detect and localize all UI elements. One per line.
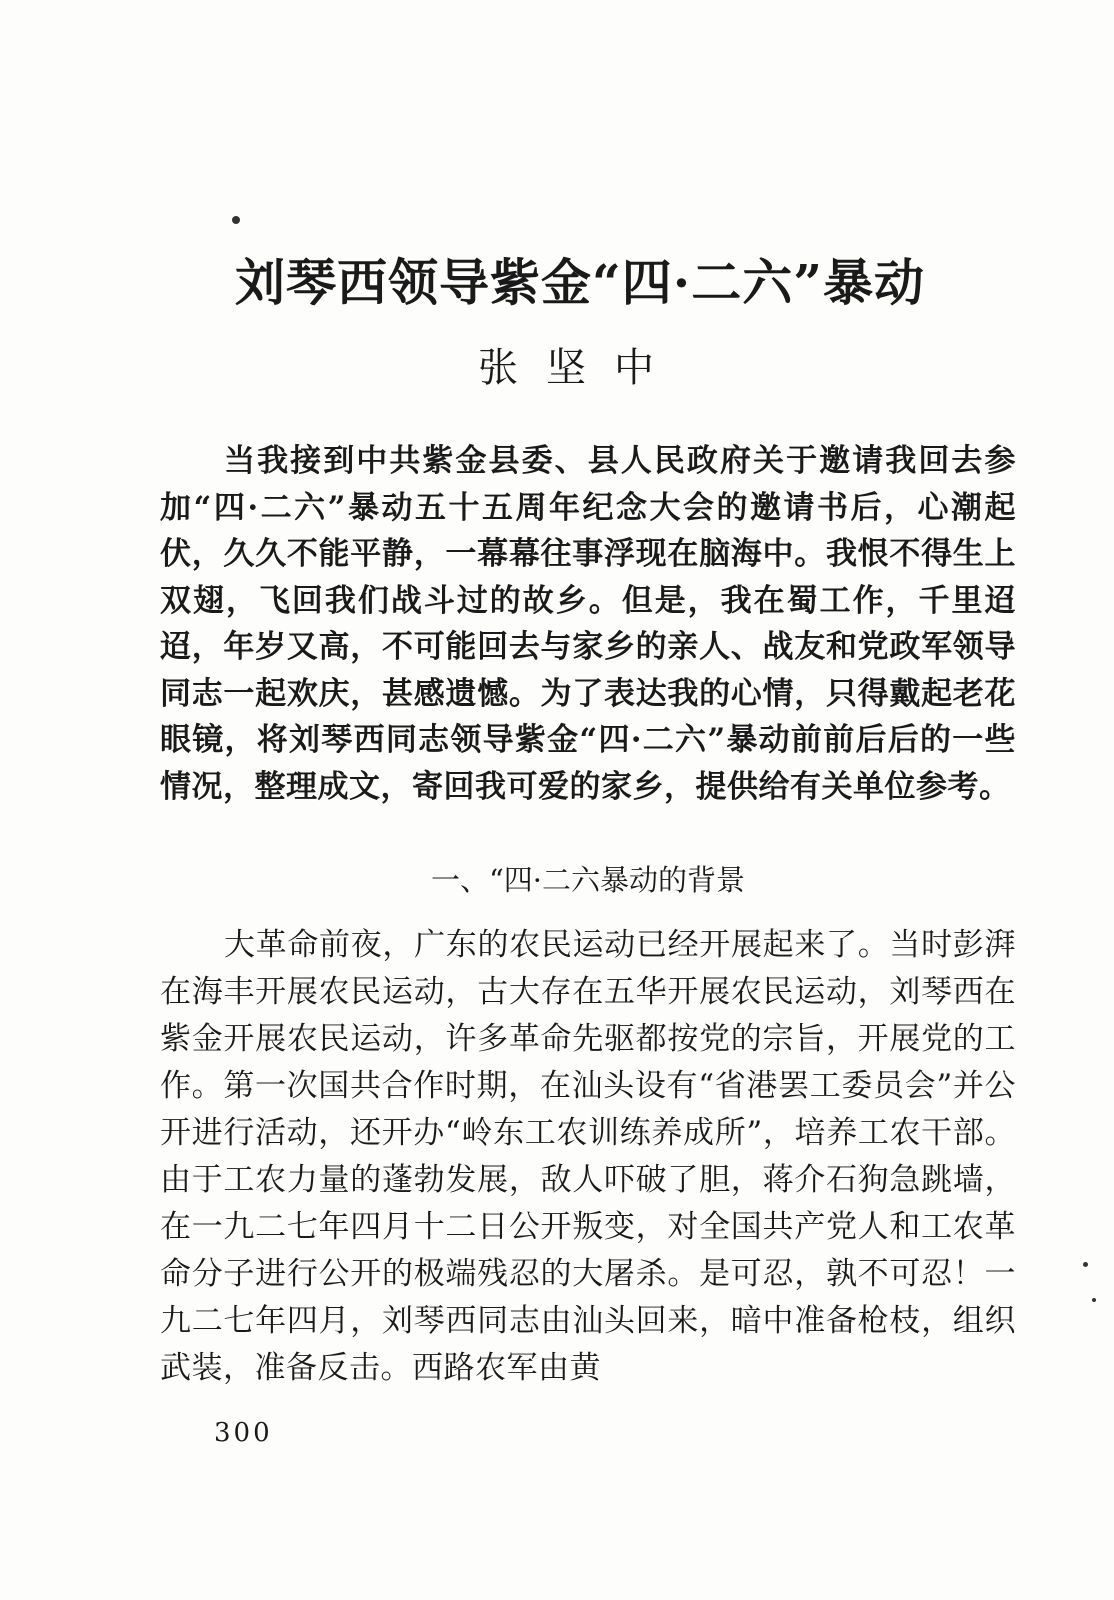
print-speck	[232, 216, 240, 224]
page-number: 300	[214, 1418, 273, 1448]
article-paragraph-1: 当我接到中共紫金县委、县人民政府关于邀请我回去参加“四·二六”暴动五十五周年纪念大会的邀请书后，心潮起伏，久久不能平静，一幕幕往事浮现在脑海中。我恨不得生上双翅，飞回我们战斗过的故乡。但是，我在蜀工作，千里迢迢，年岁又高，不可能回去与家乡的亲人、战友和党政军领导同志一起欢庆，甚感遗憾。为了表达我的心情，只得戴起老花眼镜，将刘琴西同志领导紫金“四·二六”暴动前前后后的一些情况，整理成文，寄回我可爱的家乡，提供给有关单位参考。	[160, 443, 1016, 805]
section-heading-1: 一、“四·二六暴动的背景	[430, 863, 746, 897]
print-speck	[1092, 1298, 1096, 1302]
article-paragraph-2: 大革命前夜，广东的农民运动已经开展起来了。当时彭湃在海丰开展农民运动，古大存在五华开展农民运动，刘琴西在紫金开展农民运动，许多革命先驱都按党的宗旨，开展党的工作。第一次国共合作时期，在汕头设有“省港罢工委员会”并公开进行活动，还开办“岭东工农训练养成所”，培养工农干部。由于工农力量的蓬勃发展，敌人吓破了胆，蒋介石狗急跳墙，在一九二七年四月十二日公开叛变，对全国共产党人和工农革命分子进行公开的极端残忍的大屠杀。是可忍，孰不可忍！一九二七年四月，刘琴西同志由汕头回来，暗中准备枪枝，组织武装，准备反击。西路农军由黄	[160, 927, 1016, 1386]
article-author: 张坚中	[478, 345, 682, 391]
article-title: 刘琴西领导紫金“四·二六”暴动	[235, 253, 925, 312]
print-speck	[1083, 1262, 1088, 1267]
